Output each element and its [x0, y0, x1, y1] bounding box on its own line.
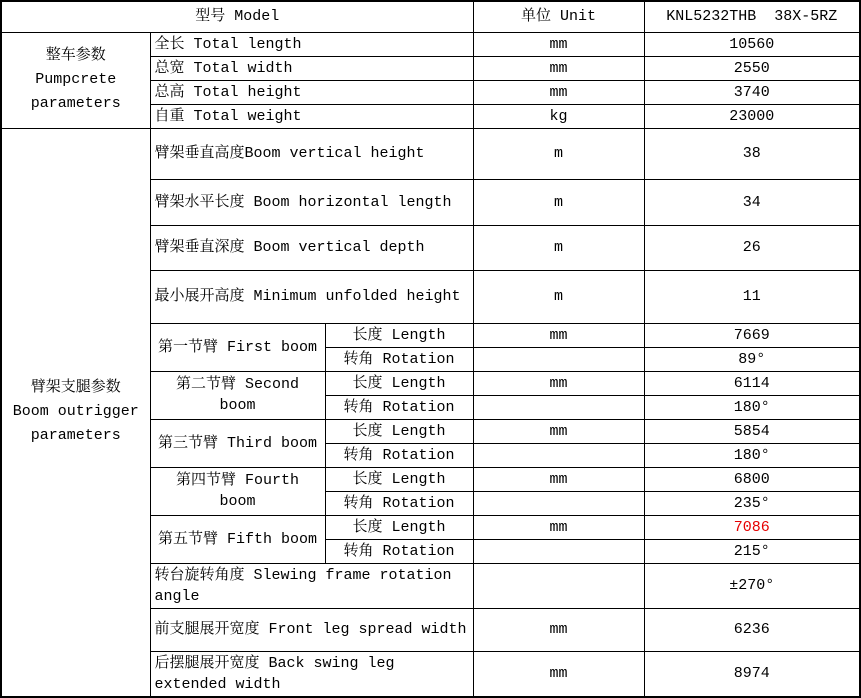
- param-value: 235°: [644, 491, 860, 515]
- param-label: 臂架垂直深度 Boom vertical depth: [150, 225, 473, 270]
- param-value: 5854: [644, 419, 860, 443]
- category-boom-outrigger-parameters: [1, 128, 150, 697]
- param-label: 臂架水平长度 Boom horizontal length: [150, 179, 473, 225]
- param-unit: [473, 395, 644, 419]
- sub-label-length: 长度 Length: [325, 467, 473, 491]
- param-unit: mm: [473, 651, 644, 697]
- table-header-row: [1, 1, 860, 32]
- param-unit: kg: [473, 104, 644, 128]
- param-label: 前支腿展开宽度 Front leg spread width: [150, 608, 473, 651]
- param-value: 180°: [644, 443, 860, 467]
- param-unit: mm: [473, 323, 644, 347]
- unit-header-cell: 单位 Unit: [473, 1, 644, 32]
- param-label: 自重 Total weight: [150, 104, 473, 128]
- sub-label-length: 长度 Length: [325, 515, 473, 539]
- sub-label-rotation: 转角 Rotation: [325, 347, 473, 371]
- sub-label-rotation: 转角 Rotation: [325, 491, 473, 515]
- sub-label-length: 长度 Length: [325, 323, 473, 347]
- model-number-cell: KNL5232THB 38X-5RZ: [644, 1, 860, 32]
- param-value: 215°: [644, 539, 860, 563]
- param-label: 后摆腿展开宽度 Back swing leg extended width: [150, 651, 473, 697]
- param-unit: mm: [473, 608, 644, 651]
- param-value: 10560: [644, 32, 860, 56]
- row-boom-vertical-height: [1, 128, 860, 179]
- param-value: 34: [644, 179, 860, 225]
- param-label: 最小展开高度 Minimum unfolded height: [150, 270, 473, 323]
- param-value: 2550: [644, 56, 860, 80]
- param-value: 8974: [644, 651, 860, 697]
- category-label-en: parameters: [30, 95, 121, 112]
- sub-label-rotation: 转角 Rotation: [325, 395, 473, 419]
- category-pumpcrete-parameters: [1, 32, 150, 128]
- category-label-en: parameters: [30, 427, 121, 444]
- param-unit: mm: [473, 371, 644, 395]
- param-unit: [473, 491, 644, 515]
- param-label: 全长 Total length: [150, 32, 473, 56]
- boom-name: 第三节臂 Third boom: [150, 419, 325, 467]
- param-value: 6800: [644, 467, 860, 491]
- category-label-zh: 整车参数: [45, 47, 106, 64]
- row-total-length: [1, 32, 860, 56]
- param-value: 89°: [644, 347, 860, 371]
- param-value: 180°: [644, 395, 860, 419]
- boom-name: 第一节臂 First boom: [150, 323, 325, 371]
- param-value: 11: [644, 270, 860, 323]
- param-unit: mm: [473, 515, 644, 539]
- param-label: 总高 Total height: [150, 80, 473, 104]
- category-label-zh: 臂架支腿参数: [30, 379, 121, 396]
- param-value: 6236: [644, 608, 860, 651]
- category-label-en: Boom outrigger: [12, 403, 139, 420]
- sub-label-rotation: 转角 Rotation: [325, 539, 473, 563]
- param-label: 总宽 Total width: [150, 56, 473, 80]
- param-unit: [473, 539, 644, 563]
- param-value: 7669: [644, 323, 860, 347]
- param-value-highlighted: 7086: [644, 515, 860, 539]
- param-unit: mm: [473, 80, 644, 104]
- param-unit: m: [473, 270, 644, 323]
- param-value: 6114: [644, 371, 860, 395]
- param-value: ±270°: [644, 563, 860, 608]
- model-header-cell: 型号 Model: [1, 1, 473, 32]
- sub-label-length: 长度 Length: [325, 371, 473, 395]
- param-unit: mm: [473, 419, 644, 443]
- param-label: 转台旋转角度 Slewing frame rotation angle: [150, 563, 473, 608]
- param-unit: [473, 443, 644, 467]
- boom-name: 第四节臂 Fourth boom: [150, 467, 325, 515]
- param-label: 臂架垂直高度Boom vertical height: [150, 128, 473, 179]
- param-unit: m: [473, 128, 644, 179]
- param-value: 23000: [644, 104, 860, 128]
- param-unit: [473, 347, 644, 371]
- param-unit: m: [473, 225, 644, 270]
- param-unit: mm: [473, 467, 644, 491]
- param-value: 3740: [644, 80, 860, 104]
- param-unit: [473, 563, 644, 608]
- boom-name: 第二节臂 Second boom: [150, 371, 325, 419]
- sub-label-length: 长度 Length: [325, 419, 473, 443]
- param-value: 38: [644, 128, 860, 179]
- category-label-en: Pumpcrete: [35, 71, 117, 88]
- param-unit: mm: [473, 56, 644, 80]
- param-unit: mm: [473, 32, 644, 56]
- param-unit: m: [473, 179, 644, 225]
- boom-name: 第五节臂 Fifth boom: [150, 515, 325, 563]
- sub-label-rotation: 转角 Rotation: [325, 443, 473, 467]
- param-value: 26: [644, 225, 860, 270]
